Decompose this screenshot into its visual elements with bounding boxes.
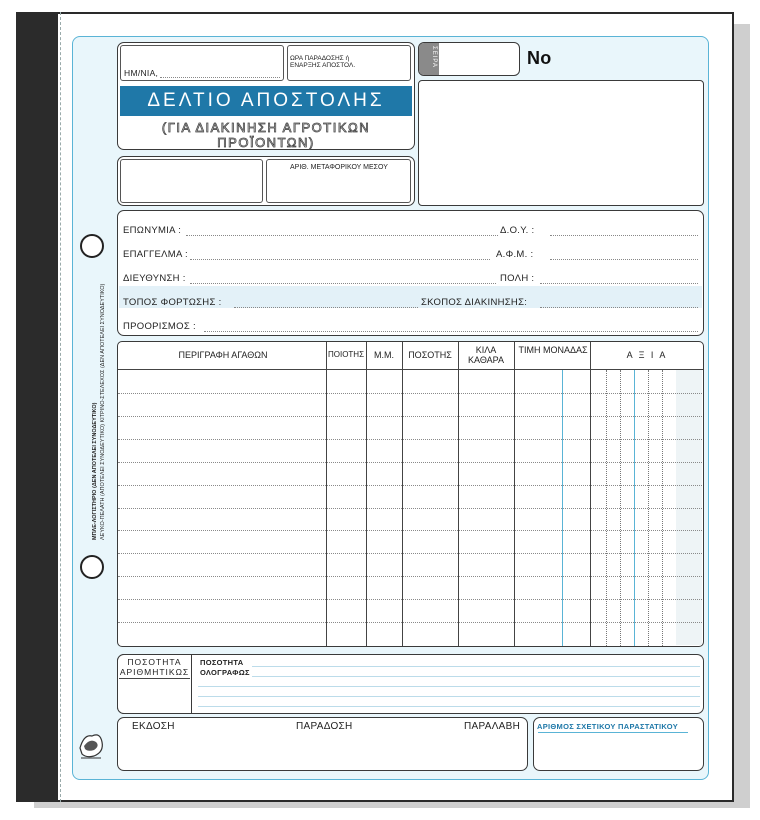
qty-numeric-divider xyxy=(119,678,190,679)
perforation-line xyxy=(60,12,61,802)
words-line-3 xyxy=(198,686,700,687)
words-line-2 xyxy=(252,676,700,677)
vat-dots xyxy=(550,259,698,260)
receipt-label: ΠΑΡΑΛΑΒΗ xyxy=(464,721,521,732)
form-subtitle: (ΓΙΑ ΔΙΑΚΙΝΗΣΗ ΑΓΡΟΤΙΚΩΝ ΠΡΟΪΟΝΤΩΝ) xyxy=(161,120,371,150)
loading-place-label: ΤΟΠΟΣ ΦΟΡΤΩΣΗΣ : xyxy=(123,297,222,308)
qty-words-label-2: ΟΛΟΓΡΑΦΩΣ xyxy=(200,668,250,677)
goods-table xyxy=(117,341,704,647)
customer-box xyxy=(117,210,704,336)
destination-label: ΠΡΟΟΡΙΣΜΟΣ : xyxy=(123,321,196,332)
purpose-label: ΣΚΟΠΟΣ ΔΙΑΚΙΝΗΣΗΣ: xyxy=(421,297,528,308)
delivery-label: ΠΑΡΑΔΟΣΗ xyxy=(296,721,353,732)
vat-label: Α.Φ.Μ. : xyxy=(496,249,534,260)
table-row[interactable] xyxy=(118,416,702,417)
related-doc-label: ΑΡΙΘΜΟΣ ΣΧΕΤΙΚΟΥ ΠΑΡΑΣΤΑΤΙΚΟΥ xyxy=(537,722,679,731)
tax-office-label: Δ.Ο.Υ. : xyxy=(500,225,535,236)
col-quantity: ΠΟΣΟΤΗΣ xyxy=(408,350,452,360)
profession-dots xyxy=(190,259,490,260)
table-row[interactable] xyxy=(118,462,702,463)
table-row[interactable] xyxy=(118,508,702,509)
col-sep-5 xyxy=(514,342,515,646)
qty-numeric-label: ΠΟΣΟΤΗΤΑ ΑΡΙΘΜΗΤΙΚΩΣ xyxy=(119,657,190,677)
punch-hole-top xyxy=(80,234,104,258)
words-line-5 xyxy=(198,706,700,707)
name-dots xyxy=(186,235,498,236)
col-value: Α Ξ Ι Α xyxy=(626,350,668,360)
purpose-dots xyxy=(540,307,698,308)
address-dots xyxy=(190,283,496,284)
copies-note-1: ΜΠΛΕ-ΛΟΓΙΣΤΗΡΙΟ (ΔΕΝ ΑΠΟΤΕΛΕΙ ΣΥΝΟΔΕΥΤΙΚΟ) xyxy=(92,402,98,540)
tax-office-dots xyxy=(550,235,698,236)
address-label: ΔΙΕΥΘΥΝΣΗ : xyxy=(123,273,186,284)
city-dots xyxy=(540,283,698,284)
col-sep-3 xyxy=(402,342,403,646)
table-row[interactable] xyxy=(118,439,702,440)
qty-words-label-1: ΠΟΣΟΤΗΤΑ xyxy=(200,658,244,667)
publisher-logo-icon xyxy=(76,728,106,762)
date-dots xyxy=(160,77,280,78)
table-row[interactable] xyxy=(118,599,702,600)
destination-dots xyxy=(204,331,698,332)
form-title: ΔΕΛΤΙΟ ΑΠΟΣΤΟΛΗΣ xyxy=(120,86,412,116)
table-row[interactable] xyxy=(118,622,702,623)
table-row[interactable] xyxy=(118,530,702,531)
city-label: ΠΟΛΗ : xyxy=(500,273,535,284)
date-label: ΗΜ/ΝΙΑ, xyxy=(124,68,159,78)
col-sep-2 xyxy=(366,342,367,646)
punch-hole-bottom xyxy=(80,555,104,579)
issuer-box[interactable] xyxy=(418,80,704,206)
col-sep-4 xyxy=(458,342,459,646)
col-unit-price: ΤΙΜΗ ΜΟΝΑΔΑΣ xyxy=(518,345,588,355)
loading-dots xyxy=(234,307,418,308)
col-quality: ΠΟΙΟΤΗΣ xyxy=(327,350,365,359)
table-row[interactable] xyxy=(118,576,702,577)
col-sep-1 xyxy=(326,342,327,646)
vehicle-label: ΑΡΙΘ. ΜΕΤΑΦΟΡΙΚΟΥ ΜΕΣΟΥ xyxy=(290,164,388,171)
binding-spine xyxy=(16,12,58,802)
name-label: ΕΠΩΝΥΜΙΑ : xyxy=(123,225,182,236)
number-label: No xyxy=(527,48,552,68)
col-description: ΠΕΡΙΓΡΑΦΗ ΑΓΑΘΩΝ xyxy=(178,350,268,360)
table-row[interactable] xyxy=(118,393,702,394)
col-sep-6 xyxy=(590,342,591,646)
issue-label: ΕΚΔΟΣΗ xyxy=(132,721,175,732)
series-label: ΣΕΙΡΑ xyxy=(431,46,437,68)
vehicle-left-field[interactable] xyxy=(120,159,263,203)
profession-label: ΕΠΑΓΓΕΛΜΑ : xyxy=(123,249,188,260)
related-doc-underline xyxy=(538,732,688,733)
col-net-kilos: ΚΙΛΑ ΚΑΘΑΡΑ xyxy=(468,345,504,365)
copies-note-2: ΛΕΥΚΟ-ΠΕΛΑΤΗ (ΑΠΟΤΕΛΕΙ ΣΥΝΟΔΕΥΤΙΚΟ) ΚΙΤΡΙΝΟ-ΣΤΕΛΕΧΟΣ (ΔΕΝ ΑΠΟΤΕΛΕΙ ΣΥΝΟΔΕΥΤΙΚΟ) xyxy=(100,283,106,540)
col-unit: Μ.Μ. xyxy=(374,350,394,360)
words-line-1 xyxy=(252,666,700,667)
time-label: ΩΡΑ ΠΑΡΑΔΟΣΗΣ ή ΕΝΑΡΞΗΣ ΑΠΟΣΤΟΛ. xyxy=(290,55,356,69)
table-header-line xyxy=(118,369,703,370)
words-line-4 xyxy=(198,696,700,697)
table-row[interactable] xyxy=(118,553,702,554)
table-row[interactable] xyxy=(118,485,702,486)
